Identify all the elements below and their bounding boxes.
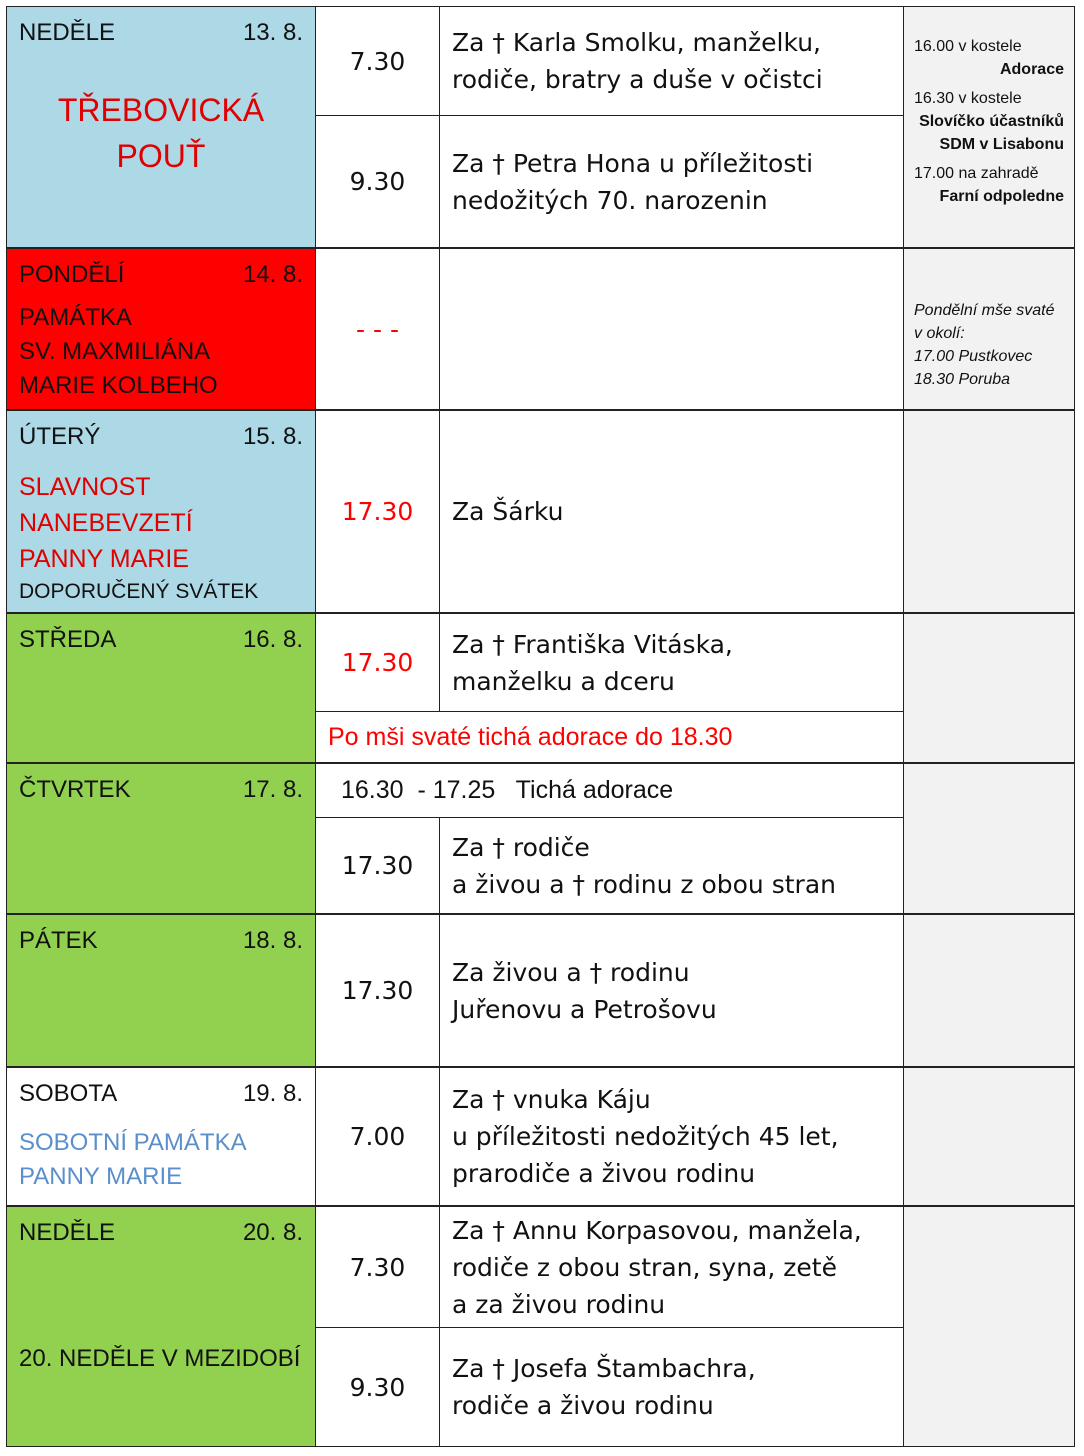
day-date: 18. 8. xyxy=(242,927,303,954)
day-cell-sunday-20 xyxy=(6,1206,316,1447)
intention-line: Za † vnuka Káju xyxy=(452,1085,651,1114)
mass-time: 17.30 xyxy=(315,914,440,1067)
adoration-note: 16.30 - 17.25 Tichá adorace xyxy=(315,763,904,818)
day-date: 17. 8. xyxy=(242,776,303,803)
intention-line: Juřenovu a Petrošovu xyxy=(452,994,717,1024)
day-name: NEDĚLE xyxy=(19,19,116,46)
mass-intention xyxy=(439,115,904,248)
day-date: 16. 8. xyxy=(242,626,303,653)
intention-line: Za živou a † rodinu xyxy=(452,957,690,987)
day-date: 13. 8. xyxy=(242,19,303,46)
note-line: 18.30 Poruba xyxy=(914,371,1011,388)
intention-line: a živou a † rodinu z obou stran xyxy=(452,869,836,899)
notes-cell xyxy=(903,410,1075,613)
intention-line: a za živou rodinu xyxy=(452,1289,666,1319)
mass-intention xyxy=(439,613,904,712)
mass-time: 9.30 xyxy=(315,115,440,248)
feast-sub: DOPORUČENÝ SVÁTEK xyxy=(19,580,259,603)
feast-line: MARIE KOLBEHO xyxy=(19,372,218,399)
day-name: STŘEDA xyxy=(19,626,117,653)
day-cell-tuesday xyxy=(6,410,316,613)
adoration-note: Po mši svaté tichá adorace do 18.30 xyxy=(315,711,904,763)
feast-line: PANNY MARIE xyxy=(19,1163,183,1190)
mass-intention xyxy=(439,410,904,613)
notes-cell xyxy=(903,248,1075,410)
note-line: v okolí: xyxy=(914,325,965,342)
mass-time: 17.30 xyxy=(315,410,440,613)
feast-line: 20. NEDĚLE V MEZIDOBÍ xyxy=(19,1345,301,1372)
day-name: ÚTERÝ xyxy=(19,423,101,450)
intention-line: Za † rodiče xyxy=(452,832,590,862)
notes-cell xyxy=(903,1067,1075,1206)
mass-time: 7.00 xyxy=(315,1067,440,1206)
notes-cell xyxy=(903,6,1075,248)
day-name: ČTVRTEK xyxy=(19,776,131,803)
feast-line: SV. MAXMILIÁNA xyxy=(19,338,211,365)
day-cell-sunday-13 xyxy=(6,6,316,248)
notes-cell xyxy=(903,613,1075,763)
mass-intention xyxy=(439,914,904,1067)
day-name: PÁTEK xyxy=(19,927,98,954)
note-when: 16.30 v kostele xyxy=(914,90,1022,107)
feast-line: PAMÁTKA xyxy=(19,304,132,331)
day-cell-friday xyxy=(6,914,316,1067)
day-name: SOBOTA xyxy=(19,1080,118,1107)
day-cell-saturday xyxy=(6,1067,316,1206)
feast-line: SOBOTNÍ PAMÁTKA xyxy=(19,1129,247,1156)
day-cell-monday xyxy=(6,248,316,410)
note-what: Farní odpoledne xyxy=(939,188,1064,205)
note-when: 17.00 na zahradě xyxy=(914,165,1039,182)
mass-time: - - - xyxy=(315,248,440,410)
note-line: Pondělní mše svaté xyxy=(914,302,1055,319)
feast-line: POUŤ xyxy=(116,138,206,174)
mass-intention xyxy=(439,1206,904,1328)
intention-line: Za Šárku xyxy=(452,497,564,526)
day-cell-thursday xyxy=(6,763,316,914)
mass-intention xyxy=(439,248,904,410)
note-what: Slovíčko účastníků SDM v Lisabonu xyxy=(919,113,1064,153)
feast-line: TŘEBOVICKÁ xyxy=(57,92,265,128)
note-what: Adorace xyxy=(999,61,1064,78)
day-date: 19. 8. xyxy=(242,1080,303,1107)
feast-line: SLAVNOST xyxy=(19,473,151,501)
mass-intention xyxy=(439,1067,904,1206)
feast-line: NANEBEVZETÍ xyxy=(19,509,193,537)
notes-cell xyxy=(903,914,1075,1067)
mass-time: 7.30 xyxy=(315,6,440,116)
mass-intention xyxy=(439,817,904,914)
intention-line: nedožitých 70. narozenin xyxy=(452,185,768,215)
note-line: 17.00 Pustkovec xyxy=(914,348,1033,365)
mass-intention xyxy=(439,1327,904,1447)
feast-line: PANNY MARIE xyxy=(19,545,189,573)
intention-line: rodiče a živou rodinu xyxy=(452,1391,714,1420)
mass-time: 17.30 xyxy=(315,817,440,914)
day-date: 20. 8. xyxy=(242,1219,303,1246)
day-date: 14. 8. xyxy=(242,261,303,288)
day-cell-wednesday xyxy=(6,613,316,763)
mass-time: 9.30 xyxy=(315,1327,440,1447)
intention-line: Za † Františka Vitáska, xyxy=(452,629,733,659)
mass-intention xyxy=(439,6,904,116)
intention-line: prarodiče a živou rodinu xyxy=(452,1159,756,1188)
intention-line: manželku a dceru xyxy=(452,666,675,696)
mass-time: 17.30 xyxy=(315,613,440,712)
note-when: 16.00 v kostele xyxy=(914,38,1022,55)
notes-cell xyxy=(903,1206,1075,1447)
intention-line: rodiče z obou stran, syna, zetě xyxy=(452,1252,837,1282)
day-date: 15. 8. xyxy=(242,423,303,450)
intention-line: u příležitosti nedožitých 45 let, xyxy=(452,1122,839,1151)
notes-cell xyxy=(903,763,1075,914)
day-name: PONDĚLÍ xyxy=(19,261,125,288)
intention-line: Za † Annu Korpasovou, manžela, xyxy=(452,1215,862,1245)
intention-line: Za † Josefa Štambachra, xyxy=(452,1354,756,1383)
intention-line: Za † Karla Smolku, manželku, xyxy=(452,28,821,57)
intention-line: rodiče, bratry a duše v očistci xyxy=(452,65,823,94)
intention-line: Za † Petra Hona u příležitosti xyxy=(452,148,814,178)
day-name: NEDĚLE xyxy=(19,1219,116,1246)
mass-time: 7.30 xyxy=(315,1206,440,1328)
